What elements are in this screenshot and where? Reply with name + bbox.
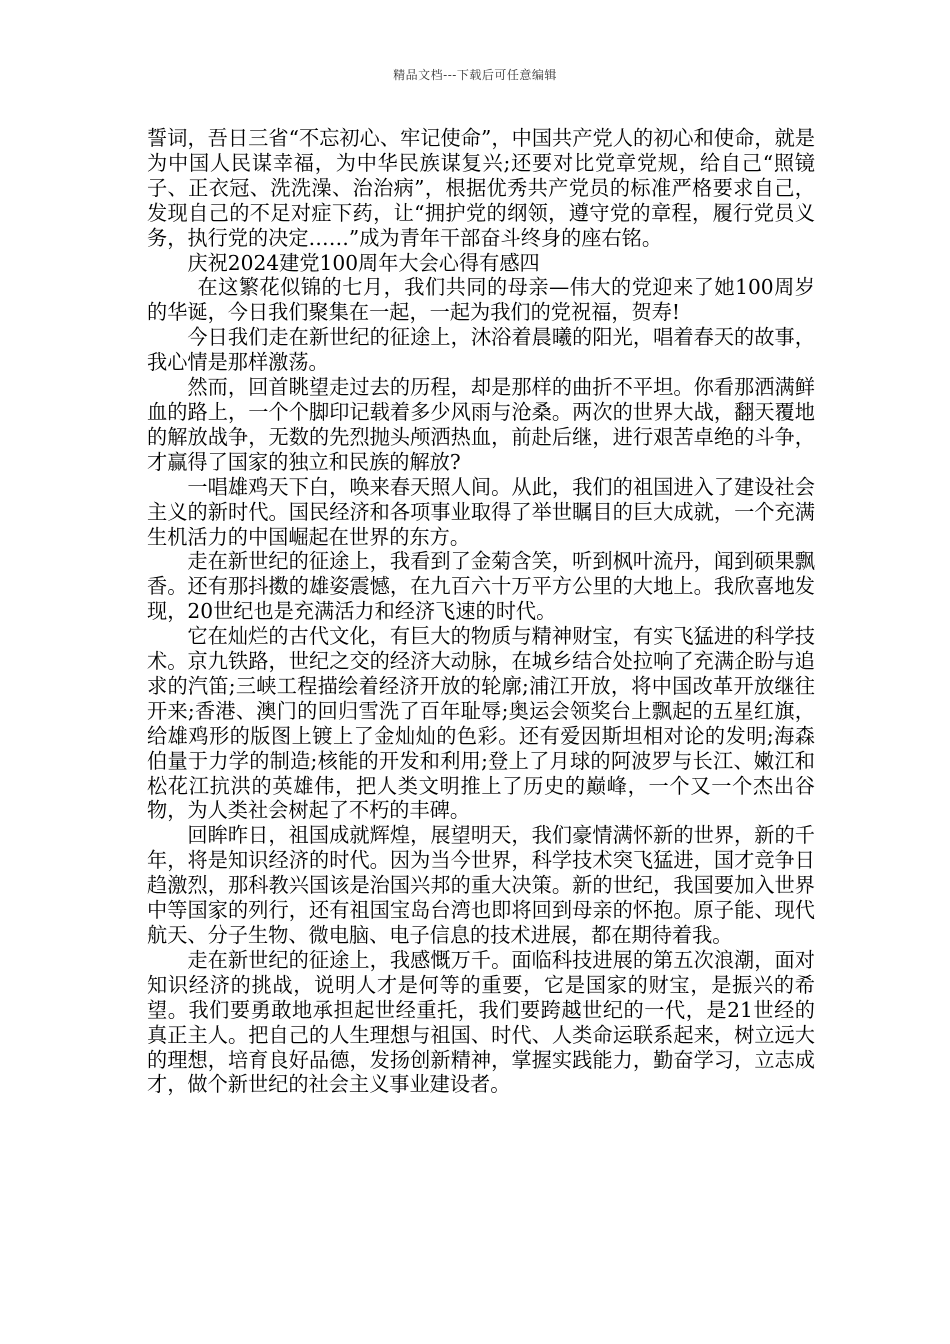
paragraph-1: 誓词，吾日三省“不忘初心、牢记使命”，中国共产党人的初心和使命，就是为中国人民谋幸福，为中华民族谋复兴;还要对比党章党规，给自己“照镜子、正衣冠、洗洗澡、治治病”，根据优秀共产党员的标准严格要求自己，发现自己的不足对症下药，让“拥护党的纲领，遵守党的章程，履行党员义务，执行党的决定……”成为青年干部奋斗终身的座右铭。 <box>147 126 815 250</box>
paragraph-4: 然而，回首眺望走过去的历程，却是那样的曲折不平坦。你看那洒满鲜血的路上，一个个脚印记载着多少风雨与沧桑。两次的世界大战，翻天覆地的解放战争，无数的先烈抛头颅洒热血，前赴后继，进行艰苦卓绝的斗争，才赢得了国家的独立和民族的解放? <box>147 375 815 474</box>
paragraph-5: 一唱雄鸡天下白，唤来春天照人间。从此，我们的祖国进入了建设社会主义的新时代。国民经济和各项事业取得了举世瞩目的巨大成就，一个充满生机活力的中国崛起在世界的东方。 <box>147 474 815 549</box>
document-body <box>147 126 815 1097</box>
paragraph-7: 它在灿烂的古代文化，有巨大的物质与精神财宝，有实飞猛进的科学技术。京九铁路，世纪之交的经济大动脉，在城乡结合处拉响了充满企盼与追求的汽笛;三峡工程描绘着经济开放的轮廓;浦江开放，将中国改革开放继往开来;香港、澳门的回归雪洗了百年耻辱;奥运会领奖台上飘起的五星红旗，给雄鸡形的版图上镀上了金灿灿的色彩。还有爱因斯坦相对论的发明;海森伯量于力学的制造;核能的开发和利用;登上了月球的阿波罗与长江、嫩江和松花江抗洪的英雄伟，把人类文明推上了历史的巅峰，一个又一个杰出谷物，为人类社会树起了不朽的丰碑。 <box>147 624 815 823</box>
paragraph-6: 走在新世纪的征途上，我看到了金菊含笑，听到枫叶流丹，闻到硕果飘香。还有那抖擞的雄姿震憾，在九百六十万平方公里的大地上。我欣喜地发现，20世纪也是充满活力和经济飞速的时代。 <box>147 549 815 624</box>
paragraph-3: 今日我们走在新世纪的征途上，沐浴着晨曦的阳光，唱着春天的故事，我心情是那样激荡。 <box>147 325 815 375</box>
page-header: 精品文档---下载后可任意编辑 <box>393 68 557 82</box>
paragraph-8: 回眸昨日，祖国成就辉煌，展望明天，我们豪情满怀新的世界，新的千年，将是知识经济的时代。因为当今世界，科学技术突飞猛进，国才竞争日趋激烈，那科教兴国该是治国兴邦的重大决策。新的世纪，我国要加入世界中等国家的列行，还有祖国宝岛台湾也即将回到母亲的怀抱。原子能、现代航天、分子生物、微电脑、电子信息的技术进展，都在期待着我。 <box>147 823 815 947</box>
section-title: 庆祝2024建党100周年大会心得有感四 <box>187 250 540 275</box>
paragraph-2: 在这繁花似锦的七月，我们共同的母亲—伟大的党迎来了她100周岁的华诞，今日我们聚集在一起，一起为我们的党祝福，贺寿! <box>147 275 815 325</box>
paragraph-9: 走在新世纪的征途上，我感慨万千。面临科技进展的第五次浪潮，面对知识经济的挑战，说明人才是何等的重要，它是国家的财宝，是振兴的希望。我们要勇敢地承担起世经重托，我们要跨越世纪的一代，是21世经的真正主人。把自己的人生理想与祖国、时代、人类命运联系起来，树立远大的理想，培育良好品德，发扬创新精神，掌握实践能力，勤奋学习，立志成才，做个新世纪的社会主义事业建设者。 <box>147 947 815 1097</box>
